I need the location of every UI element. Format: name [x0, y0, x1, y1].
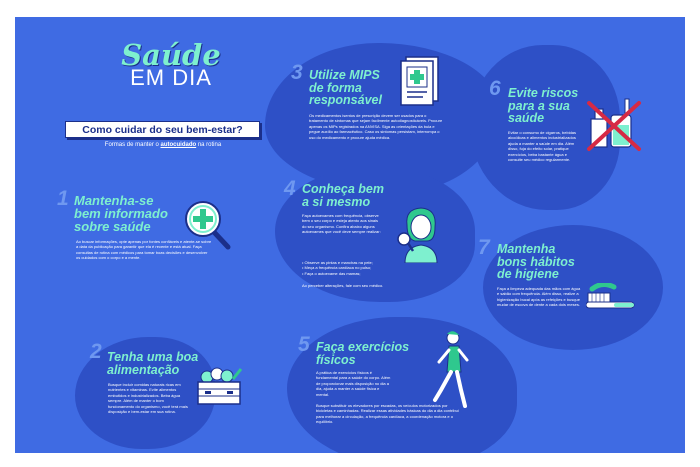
- list-item: • Faça o autoexame das mamas;: [302, 270, 361, 276]
- section-2-number: 2: [90, 340, 102, 363]
- toothbrush-icon: [586, 283, 636, 313]
- section-4-number: 4: [284, 177, 296, 200]
- title-banner: [65, 121, 260, 138]
- title-logo: [111, 38, 231, 90]
- list-item: • Meça a frequência cardíaca no pulso;: [302, 265, 372, 271]
- section-6-heading: Evite riscos para a sua saúde: [508, 86, 579, 125]
- infographic-poster: [15, 17, 685, 453]
- section-6-body: Evitar o consumo de cigarros, bebidas alcoólicas e alimentos industrializados ajuda a manter a saúde em dia. Além disso, fuja do efeito solar, pratique exercícios, beba bastante água e consulte seu médico regularmente.: [508, 130, 577, 162]
- medical-document-icon: [398, 55, 442, 107]
- section-4-heading: Conheça bem a si mesmo: [302, 182, 384, 209]
- woman-magnifier-icon: [395, 205, 445, 263]
- section-7-heading: Mantenha bons hábitos de higiene: [497, 242, 575, 281]
- section-5-body-2: Busque substituir os elevadores por escadas, os veículos motorizados por bicicletas e caminhadas. Realizar essas atividades básicas do dia a dia contribui para melhorar a circulação, a frequência cardíaca, a coordenação motora e o equilíbrio.: [316, 403, 459, 425]
- section-1-number: 1: [57, 187, 69, 210]
- section-3-body: Os medicamentos isentos de prescrição devem ser usados para o tratamento de sintomas que sejam facilmente autodiagnosticáveis. Procure apenas os MIPs registrados na ANVISA. Siga as orientações da bula e pegue auxílio ao farmacêutico. Caso os sintomas persistam, interrompa o uso do medicamento e procure ajuda médica.: [309, 113, 443, 140]
- section-3-number: 3: [291, 61, 303, 84]
- vegetable-crate-icon: [195, 365, 243, 407]
- section-7-number: 7: [478, 236, 490, 259]
- section-5-heading: Faça exercícios físicos: [316, 340, 410, 367]
- section-7-body: Faça a limpeza adequada das mãos com água e sabão com frequência. Além disso, realize a higienização bucal após as refeições e busque mudar de escova de dente a cada dois meses.: [497, 286, 581, 308]
- woman-running-icon: [431, 330, 471, 408]
- section-1-heading: Mantenha-se bem informado sobre saúde: [74, 193, 168, 234]
- list-item: • Observe as pintas e manchas na pele;: [302, 260, 373, 265]
- title-banner-text: Como cuidar do seu bem-estar?: [82, 123, 243, 136]
- title-sub: EM DIA: [130, 65, 212, 90]
- title-subtitle: Formas de manter o autocuidado na rotina: [104, 142, 222, 148]
- title-script: Saúde: [121, 38, 221, 72]
- no-alcohol-cigarette-icon: [585, 97, 643, 153]
- section-2-heading: Tenha uma boa alimentação: [107, 350, 199, 377]
- section-1-body: Ao buscar informações, opte apenas por fontes confiáveis e atente-se sobre a data da publicação para garantir que ela é recente e está atual. Faça consultas de rotina com médicos para tomar boas decisões e desenvolver os cuidados com o corpo e a mente.: [76, 239, 212, 261]
- section-5-number: 5: [298, 333, 310, 356]
- section-4-footer: Ao perceber alterações, fale com seu médico.: [302, 283, 384, 288]
- magnifier-health-cross-icon: [183, 199, 233, 251]
- section-6-number: 6: [489, 77, 501, 100]
- section-3-heading: Utilize MIPS de forma responsável: [309, 68, 382, 107]
- section-4-body: Faça autoexames com frequência, observe bem o seu corpo e esteja atento aos sinais do seu organismo. Confira abaixo alguns autoexames que você deve sempre realizar:: [302, 213, 381, 235]
- section-2-body: Busque incluir comidas naturais ricas em nutrientes e vitaminas. Evite alimentos embutidos e industrializados. Beba água sempre. Além de manter o bom funcionamento do organismo, você terá mais disposição e bem-estar em sua rotina.: [108, 382, 188, 414]
- section-5-body: A prática de exercícios físicos é fundamental para a saúde do corpo. Além de proporcionar mais disposição no dia a dia, ajuda a manter a saúde física e mental.: [316, 370, 391, 397]
